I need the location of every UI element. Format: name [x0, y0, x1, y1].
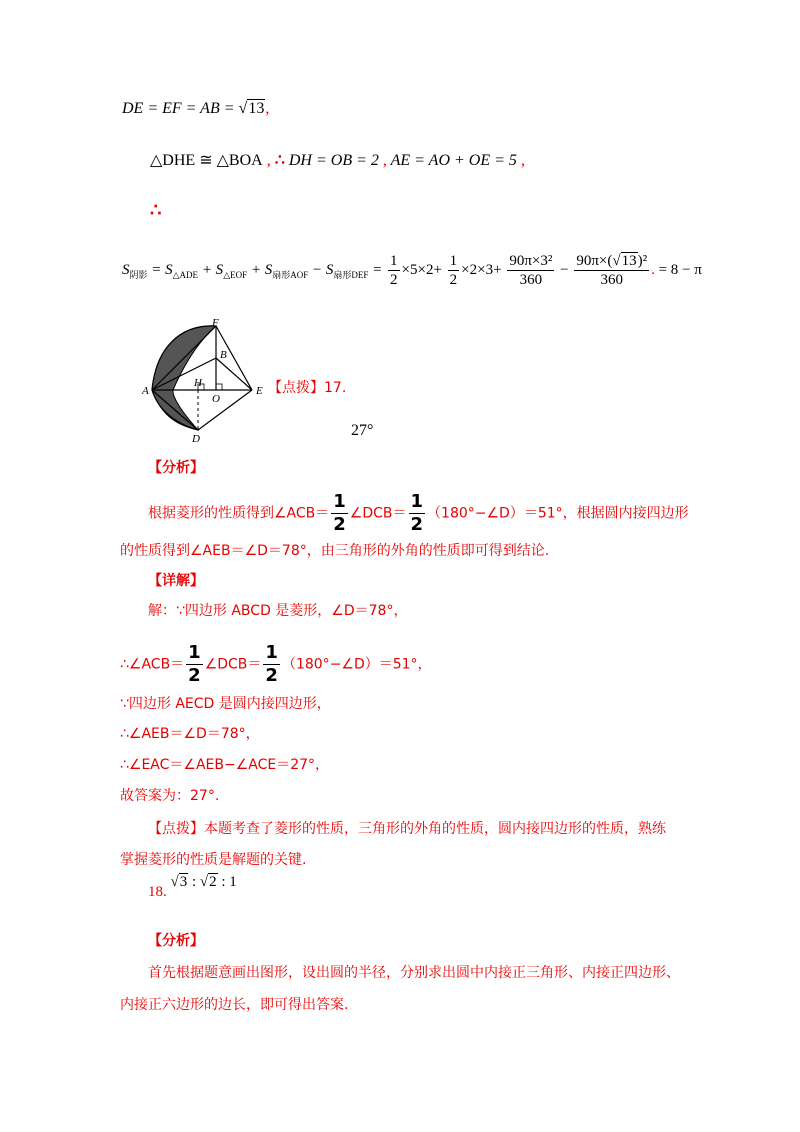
area-formula [122, 252, 702, 289]
line-congruence [150, 150, 525, 170]
q18-ratio: √3 : √2 : 1 [170, 874, 237, 890]
text: ∠DCB＝ [204, 656, 262, 673]
denominator: 360 [519, 272, 543, 288]
fraction [388, 252, 400, 289]
label-o: O [212, 393, 220, 405]
tip17-line1: 【点拨】本题考查了菱形的性质，三角形的外角的性质，圆内接四边形的性质，熟练 [148, 821, 666, 837]
text: 根据菱形的性质得到∠ACB＝ [148, 505, 330, 522]
term: + S [250, 261, 273, 278]
label-h: H [194, 377, 202, 389]
line1-math: DE = EF = AB = [122, 100, 239, 117]
label-d: D [192, 433, 200, 445]
line1-tail: , [265, 100, 270, 117]
right-angle-o [216, 384, 222, 390]
denominator: 2 [333, 514, 346, 535]
text: ∴∠ACB＝ [120, 656, 185, 673]
text: ∠DCB＝ [349, 505, 407, 522]
denominator: 2 [390, 272, 398, 288]
fraction [448, 252, 460, 289]
denominator: 2 [265, 665, 278, 686]
subscript: △EOF [223, 269, 248, 280]
subscript: 扇形AOF [272, 269, 309, 280]
product: ×2×3+ [461, 261, 502, 278]
term: = S [151, 261, 173, 278]
fraction [331, 491, 348, 536]
detail17-s3: ∵四边形 AECD 是圆内接四边形， [120, 696, 331, 712]
shaded-region [152, 326, 216, 430]
fraction [507, 252, 554, 289]
label-a: A [142, 385, 149, 397]
line1-root: 13 [248, 100, 265, 117]
num-part: )² [637, 253, 648, 269]
sqrt-symbol: √ [238, 100, 248, 117]
denominator: 2 [188, 665, 201, 686]
line-de-ef-ab [122, 100, 269, 118]
label-e: E [256, 385, 263, 397]
denominator: 2 [410, 514, 424, 535]
therefore-line [150, 200, 161, 221]
subscript: 扇形DEF [333, 269, 369, 280]
detail-header: 【详解】 [148, 573, 204, 589]
comma: , [382, 152, 387, 169]
fraction [263, 642, 280, 687]
numerator: 1 [390, 253, 398, 269]
term: + S [201, 261, 224, 278]
edge-bo-e [216, 358, 252, 390]
numerator: 90π×(√13)² [576, 253, 648, 269]
edge-de [198, 390, 252, 430]
detail17-s2 [120, 642, 432, 687]
minus: − [560, 261, 569, 278]
detail17-s4: ∴∠AEB＝∠D＝78°， [120, 726, 260, 742]
fraction [409, 491, 426, 536]
result: = 8 − π [658, 261, 702, 278]
s-symbol: S [122, 261, 130, 278]
analysis-header: 【分析】 [148, 460, 204, 476]
num-part: 90π×( [576, 253, 613, 269]
root: 13 [621, 253, 637, 269]
numerator: 1 [333, 491, 346, 512]
term: − S [312, 261, 334, 278]
tip17-line2: 掌握菱形的性质是解题的关键. [120, 852, 307, 868]
congruence: △DHE ≅ △BOA [150, 152, 263, 169]
q17-answer: 27° [351, 422, 374, 439]
fraction [574, 252, 649, 289]
analysis18-line2: 内接正六边形的边长，即可得出答案. [120, 997, 349, 1013]
text: （180°−∠D）＝51°，根据圆内接四边形 [427, 505, 689, 522]
therefore-symbol: ∴ [150, 200, 162, 221]
q18-line [148, 874, 237, 900]
fraction [186, 642, 203, 687]
detail17-s5: ∴∠EAC＝∠AEB−∠ACE＝27°， [120, 757, 330, 773]
detail17-s1: 解：∵四边形 ABCD 是菱形，∠D＝78°， [148, 603, 408, 619]
q18-number: 18. [148, 884, 167, 900]
analysis18-header: 【分析】 [148, 933, 204, 949]
analysis17-line2: 的性质得到∠AEB＝∠D＝78°，由三角形的外角的性质即可得到结论. [120, 543, 550, 559]
numerator: 90π×3² [509, 253, 553, 269]
therefore-symbol: ∴ [274, 152, 285, 169]
subscript: △ADE [172, 269, 199, 280]
root: 2 [209, 874, 217, 890]
detail17-s6: 故答案为：27°. [120, 788, 220, 804]
geometry-figure [140, 318, 280, 448]
separator: : 1 [217, 874, 237, 890]
analysis17-line1 [148, 491, 689, 536]
dh-equation: DH = OB = 2 [288, 152, 379, 169]
subscript: 阴影 [129, 269, 148, 280]
numerator: 1 [410, 491, 424, 512]
numerator: 1 [449, 253, 458, 269]
text: （180°−∠D）＝51°， [281, 656, 432, 673]
product: ×5×2+ [401, 261, 442, 278]
analysis18-line1: 首先根据题意画出图形，设出圆的半径，分别求出圆中内接正三角形、内接正四边形、 [148, 965, 680, 981]
comma: , [520, 152, 525, 169]
root: 3 [179, 874, 188, 890]
denominator: 360 [600, 272, 623, 288]
q17-tip: 【点拨】17. [268, 380, 347, 396]
label-f: F [212, 318, 219, 329]
label-b: B [220, 349, 227, 361]
ae-equation: AE = AO + OE = 5 [390, 152, 517, 169]
comma: , [266, 152, 271, 169]
edge-ad [152, 390, 198, 430]
numerator: 1 [188, 642, 201, 663]
separator: : [188, 874, 200, 890]
dot: . [651, 261, 655, 278]
equals: = [372, 261, 383, 278]
numerator: 1 [265, 642, 278, 663]
denominator: 2 [449, 272, 458, 288]
